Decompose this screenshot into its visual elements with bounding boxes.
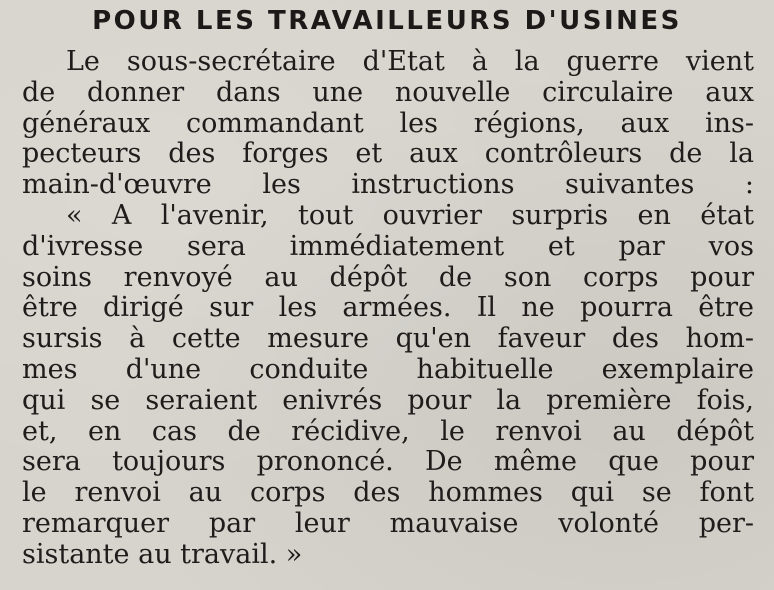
article-line: qui se seraient enivrés pour la première fois, — [22, 384, 754, 416]
article-line: mes d'une conduite habituelle exemplaire — [22, 353, 754, 385]
article-line: et, en cas de récidive, le renvoi au dépôt — [22, 415, 754, 447]
article-line: pecteurs des forges et aux contrôleurs de la — [22, 138, 754, 170]
article-line: sursis à cette mesure qu'en faveur des hom- — [22, 323, 754, 355]
article-line: soins renvoyé au dépôt de son corps pour — [22, 261, 754, 293]
headline: POUR LES TRAVAILLEURS D'USINES — [92, 6, 682, 36]
article-line: sera toujours prononcé. De même que pour — [22, 446, 754, 478]
article-body — [22, 47, 754, 571]
article-line: d'ivresse sera immédiatement et par vos — [22, 230, 754, 262]
article-line: remarquer par leur mauvaise volonté per- — [22, 507, 754, 539]
article-line: généraux commandant les régions, aux ins- — [22, 107, 754, 139]
article-line: « A l'avenir, tout ouvrier surpris en état — [66, 199, 754, 231]
article-line: sistante au travail. » — [22, 538, 303, 570]
article-line: de donner dans une nouvelle circulaire aux — [22, 76, 754, 108]
article-line: main-d'œuvre les instructions suivantes : — [22, 169, 754, 201]
article-line: Le sous-secrétaire d'Etat à la guerre vient — [66, 46, 754, 77]
article-line: le renvoi au corps des hommes qui se font — [22, 477, 754, 509]
article-line: être dirigé sur les armées. Il ne pourra être — [22, 292, 754, 324]
